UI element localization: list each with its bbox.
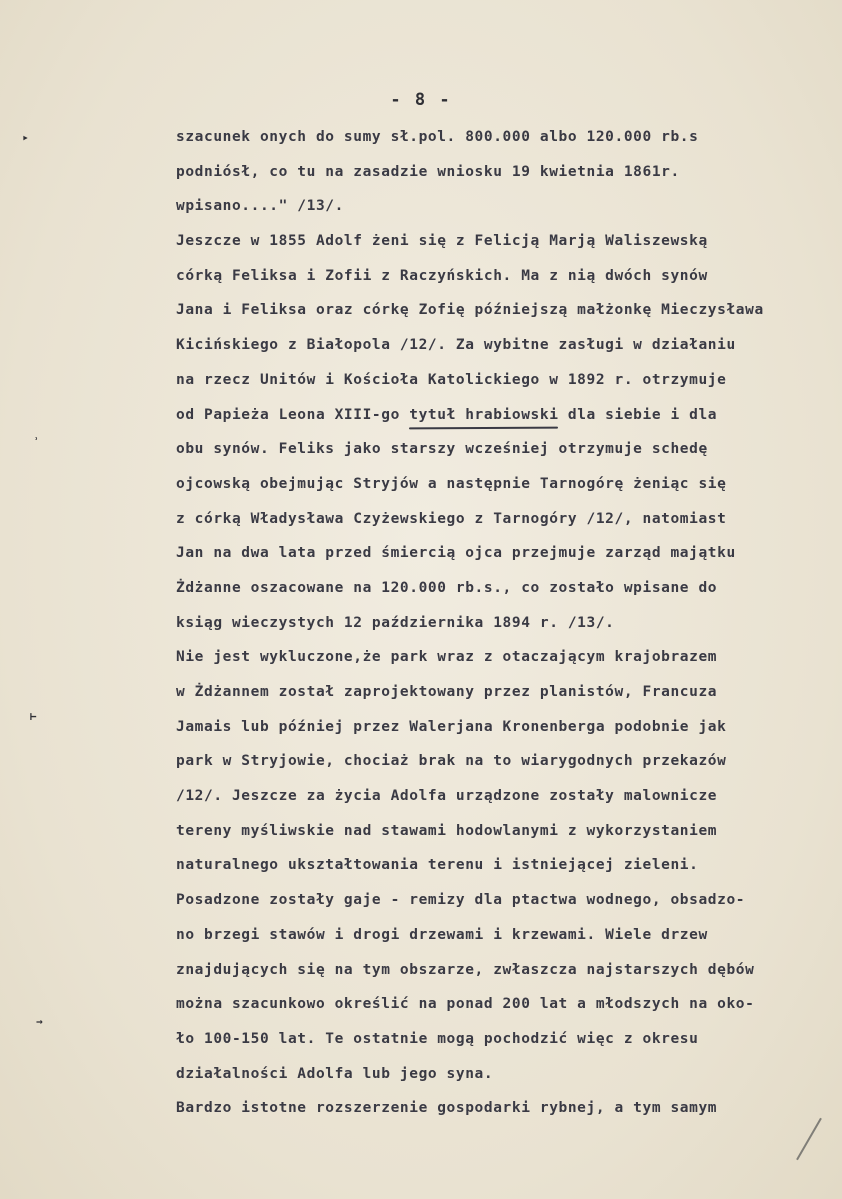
text-line: wpisano...." /13/. (176, 198, 344, 215)
text-line: Jana i Feliksa oraz córkę Zofię późniejszą małżonkę Mieczysława (176, 302, 764, 319)
text-line: no brzegi stawów i drogi drzewami i krzewami. Wiele drzew (176, 926, 708, 943)
margin-mark: ʾ (33, 435, 40, 448)
text-line: podniósł, co tu na zasadzie wniosku 19 kwietnia 1861r. (176, 163, 680, 180)
text-line: szacunek onych do sumy sł.pol. 800.000 albo 120.000 rb.s (176, 129, 699, 145)
text-line: ło 100-150 lat. Te ostatnie mogą pochodzić więc z okresu (176, 1030, 699, 1047)
text-line: park w Stryjowie, chociaż brak na to wiarygodnych przekazów (176, 753, 727, 770)
text-segment: od Papieża Leona XIII-go (176, 406, 410, 423)
underlined-phrase: tytuł hrabiowski (409, 406, 559, 423)
text-line: Jamais lub później przez Walerjana Kronenberga podobnie jak (176, 718, 727, 735)
margin-mark: ⊢ (30, 710, 37, 723)
text-line: działalności Adolfa lub jego syna. (176, 1065, 494, 1082)
text-line: córką Feliksa i Zofii z Raczyńskich. Ma z nią dwóch synów (176, 267, 708, 284)
text-line: ojcowską obejmując Stryjów a następnie Tarnogórę żeniąc się (176, 475, 727, 492)
text-line: Bardzo istotne rozszerzenie gospodarki rybnej, a tym samym (176, 1100, 718, 1117)
text-line: znajdujących się na tym obszarze, zwłaszcza najstarszych dębów (176, 961, 755, 978)
text-line: naturalnego ukształtowania terenu i istniejącej zieleni. (176, 857, 699, 874)
margin-mark: → (36, 1015, 43, 1028)
text-line: tereny myśliwskie nad stawami hodowlanymi z wykorzystaniem (176, 822, 718, 839)
text-line: /12/. Jeszcze za życia Adolfa urządzone zostały malownicze (176, 788, 718, 805)
text-line: ksiąg wieczystych 12 października 1894 r. /13/. (176, 614, 615, 631)
text-line: w Żdżannem został zaprojektowany przez planistów, Francuza (176, 684, 718, 700)
text-line: Nie jest wykluczone,że park wraz z otaczającym krajobrazem (176, 649, 718, 666)
text-line: można szacunkowo określić na ponad 200 lat a młodszych na oko- (176, 996, 755, 1013)
typed-text-body (176, 120, 836, 1126)
text-line: Jeszcze w 1855 Adolf żeni się z Felicją Marją Waliszewską (176, 233, 708, 250)
margin-mark: ‣ (22, 132, 29, 145)
text-line: na rzecz Unitów i Kościoła Katolickiego w 1892 r. otrzymuje (176, 371, 727, 388)
text-line: Żdżanne oszacowane na 120.000 rb.s., co zostało wpisane do (176, 579, 718, 596)
text-line: obu synów. Feliks jako starszy wcześniej otrzymuje schedę (176, 441, 708, 458)
page-number: - 8 - (390, 90, 452, 110)
text-line: Kicińskiego z Białopola /12/. Za wybitne zasługi w działaniu (176, 337, 736, 354)
text-line: Posadzone zostały gaje - remizy dla ptactwa wodnego, obsadzo- (176, 892, 746, 909)
text-segment: dla siebie i dla (558, 406, 718, 423)
text-line: z córką Władysława Czyżewskiego z Tarnogóry /12/, natomiast (176, 510, 727, 527)
text-line (176, 398, 836, 433)
text-line: Jan na dwa lata przed śmiercią ojca przejmuje zarząd majątku (176, 545, 736, 562)
